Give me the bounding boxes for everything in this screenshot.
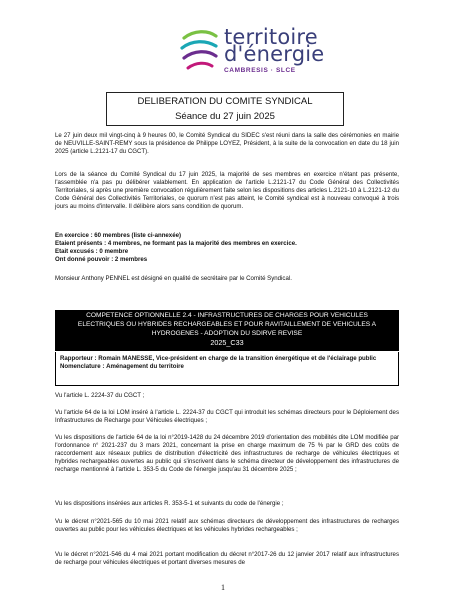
logo bbox=[178, 24, 418, 80]
banner-line-3: HYDROGENES - ADOPTION DU SDIRVE REVISE bbox=[151, 330, 303, 337]
banner-line-2: ELECTRIQUES OU HYBRIDES RECHARGEABLES ET POUR RAVITAILLEMENT DE VEHICULES A bbox=[77, 321, 377, 328]
members-present: Etaient présents : 4 membres, ne formant pas la majorité des membres en exercice. bbox=[55, 240, 297, 247]
members-in-office: En exercice : 60 membres (liste ci-annexée) bbox=[55, 232, 182, 239]
session-date: Séance du 27 juin 2025 bbox=[175, 111, 275, 122]
vu-paragraph-4: Vu les dispositions insérées aux articles R. 353-5-1 et suivants du code de l'énergie ; bbox=[55, 500, 284, 507]
paragraph-meeting: Le 27 juin deux mil vingt-cinq à 9 heures 00, le Comité Syndical du SIDEC s'est réuni dans la salle des cérémonies en mairie de NEUVILLE-SAINT-REMY sous la présidence de Philippe LOYEZ, Président, à la suite de la convocation en date du 18 juin 2025 (article L.2121-17 du CGCT). bbox=[55, 132, 399, 155]
logo-text-line1: territoire bbox=[224, 25, 318, 49]
vu-paragraph-1: Vu l'article L. 2224-37 du CGCT ; bbox=[55, 392, 145, 399]
rapporteur-box bbox=[55, 352, 399, 386]
page-number: 1 bbox=[221, 583, 225, 592]
agenda-item-banner bbox=[55, 310, 399, 351]
deliberation-title: DELIBERATION DU COMITE SYNDICAL bbox=[137, 96, 313, 107]
deliberation-title-box bbox=[106, 92, 344, 126]
logo-text-line2: d'énergie bbox=[224, 42, 325, 66]
nomenclature-label: Nomenclature : bbox=[60, 362, 105, 370]
vu-paragraph-5: Vu le décret n°2021-565 du 10 mai 2021 relatif aux schémas directeurs de développement des infrastructures de recharges ouvertes au public pour les véhicules électriques et les véhicules hybrides rechargeables ; bbox=[55, 518, 399, 533]
banner-line-1: COMPETENCE OPTIONNELLE 2.4 - INFRASTRUCTURES DE CHARGES POUR VEHICULES bbox=[86, 312, 368, 319]
vu-paragraph-2: Vu l'article 64 de la loi LOM inséré à l'article L. 2224-37 du CGCT qui introduit les schémas directeurs pour le Déploiement des Infrastructures de Recharge pour Véhicules électriques ; bbox=[55, 409, 399, 424]
rapporteur-value: Romain MANESSE, Vice-président en charge de la transition énergétique et de l'éclairage public bbox=[98, 355, 377, 362]
nomenclature-value: Aménagement du territoire bbox=[106, 362, 184, 370]
secretary-designation: Monsieur Anthony PENNEL est désigné en qualité de secrétaire par le Comité Syndical. bbox=[55, 275, 292, 282]
rapporteur-label: Rapporteur : bbox=[60, 355, 97, 362]
logo-subtitle: CAMBRESIS · SLCE bbox=[224, 67, 296, 74]
members-excused: Etait excusés : 0 membre bbox=[55, 248, 129, 255]
logo-mark-icon bbox=[178, 26, 220, 74]
members-proxy: Ont donné pouvoir : 2 membres bbox=[55, 256, 148, 263]
paragraph-quorum: Lors de la séance du Comité Syndical du 17 juin 2025, la majorité de ses membres en exercice n'étant pas présente, l'assemblée n'a pas pu délibérer valablement. En application de l'article L.2121-17 du Code Général des Collectivités Territoriales, si après une première convocation régulièrement faite selon les dispositions des articles L.2121-10 à L.2121-12 du Code Général des Collectivités Territoriales, ce quorum n'est pas atteint, le Comité syndical est à nouveau convoqué à trois jours au moins d'intervalle. Il délibère alors sans condition de quorum. bbox=[55, 171, 399, 210]
vu-paragraph-3: Vu les dispositions de l'article 64 de la loi n°2019-1428 du 24 décembre 2019 d'orientation des mobilités dite LOM modifiée par l'ordonnance n° 2021-237 du 3 mars 2021, concernant la prise en charge maximum de 75 % par le GRD des coûts de raccordement aux réseaux publics de distribution d'électricité des infrastructures de recharge de véhicules électriques et hybrides rechargeables ouvertes au public qui s'inscrivent dans le schéma directeur de développement des infrastructures de recharge mentionné à l'article L. 353-5 du Code de l'énergie jusqu'au 31 décembre 2025 ; bbox=[55, 434, 399, 473]
deliberation-code: 2025_C33 bbox=[210, 338, 244, 347]
vu-paragraph-6: Vu le décret n°2021-546 du 4 mai 2021 portant modification du décret n°2017-26 du 12 janvier 2017 relatif aux infrastructures de recharge pour véhicules électriques et portant diverses mesures de bbox=[55, 551, 399, 566]
